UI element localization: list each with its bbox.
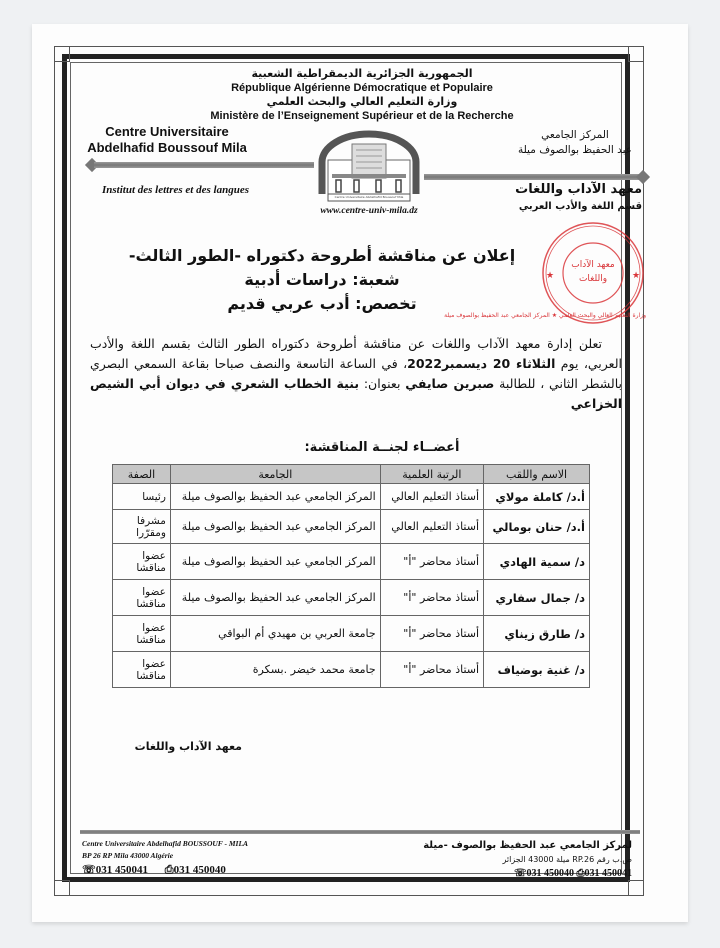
thesis-title: بنية الخطاب الشعري في ديوان أبي الشيص الخزاعي [90, 376, 622, 411]
member-rank: أستاذ محاضر "أ" [380, 616, 483, 652]
member-name: أ.د/ كاملة مولاي [484, 484, 590, 510]
footer-left [82, 839, 332, 877]
member-university: المركز الجامعي عبد الحفيظ بوالصوف ميلة [170, 484, 380, 510]
footer-left-fax: 031 450040 [173, 864, 226, 876]
col-university: الجامعة [170, 465, 380, 484]
footer-right-line2: ص.ب رقم RP.26 ميلة 43000 الجزائر [502, 855, 632, 864]
title-line1: إعلان عن مناقشة أطروحة دكتوراه -الطور الثالث- [128, 246, 516, 265]
centre-name-ar [500, 128, 650, 158]
stamp-center-line2: واللغات [578, 274, 608, 284]
body-part3: بعنوان: [359, 376, 406, 391]
footer-left-contacts [82, 863, 332, 877]
member-name: د/ طارق زيناي [484, 616, 590, 652]
member-university: المركز الجامعي عبد الحفيظ بوالصوف ميلة [170, 510, 380, 544]
table-row [113, 616, 590, 652]
footer-left-line2: BP 26 RP Mila 43000 Algérie [82, 851, 174, 860]
centre-name-fr [82, 124, 252, 156]
website-url: www.centre-univ-mila.dz [320, 206, 418, 216]
member-rank: أستاذ التعليم العالي [380, 510, 483, 544]
member-role: عضوا مناقشا [113, 580, 171, 616]
footer-right-phone: 031 450040 [526, 868, 574, 879]
department-ar: قسم اللغة والأدب العربي [518, 201, 642, 212]
member-role: رئيسا [113, 484, 171, 510]
member-name: د/ غنية بوضياف [484, 652, 590, 688]
member-name: د/ جمال سفاري [484, 580, 590, 616]
footer-right [412, 839, 632, 880]
stamp-center [563, 258, 623, 286]
jury-title: أعضــاء لجنــة المناقشة: [304, 440, 460, 455]
border-corner [54, 46, 70, 62]
footer-left-line1: Centre Universitaire Abdelhafid BOUSSOUF - MILA [82, 839, 249, 848]
republic-fr: République Algérienne Démocratique et Populaire [231, 82, 493, 94]
logo-caption: Centre Universitaire Abdelhafid Boussouf Mila [334, 195, 404, 199]
jury-header-row [113, 465, 590, 484]
phone-icon: ☏ [82, 864, 96, 876]
defense-date: الثلاثاء 20 ديسمبر2022 [407, 356, 556, 371]
member-university: المركز الجامعي عبد الحفيظ بوالصوف ميلة [170, 580, 380, 616]
title-line3: تخصص: أدب عربي قديم [227, 294, 417, 313]
announcement-title [112, 244, 532, 316]
member-name: أ.د/ حنان بومالي [484, 510, 590, 544]
svg-text:★: ★ [632, 271, 641, 281]
table-row [113, 484, 590, 510]
member-university: جامعة محمد خيضر .بسكرة [170, 652, 380, 688]
svg-text:★: ★ [546, 271, 555, 281]
republic-ar: الجمهورية الجزائرية الديمقراطية الشعبية [251, 67, 473, 80]
footer-left-phone: 031 450041 [95, 864, 149, 876]
member-role: عضوا مناقشا [113, 544, 171, 580]
official-stamp [444, 220, 646, 326]
border-corner [54, 880, 70, 896]
body-part1: تعلن إدارة معهد الآداب واللغات عن مناقشة أطروحة دكتوراه الطور الثالث بقسم اللغة والأدب العربي، يوم [90, 336, 622, 371]
table-row [113, 652, 590, 688]
border-corner [628, 46, 644, 62]
footer-right-line1: لمركز الجامعي عبد الحفيظ بوالصوف -ميلة [423, 840, 632, 851]
member-role: مشرفا ومقرّرا [113, 510, 171, 544]
university-building-icon [314, 134, 424, 204]
stamp-ring-text: وزارة التعليم العالي والبحث العلمي ★ المركز الجامعي عبد الحفيظ بوالصوف ميلة [444, 312, 646, 319]
decorative-bar-right [424, 174, 642, 180]
student-name: صبرين صايفي [405, 376, 495, 391]
title-line2: شعبة: دراسات أدبية [244, 270, 400, 289]
university-logo [314, 134, 424, 204]
centre-fr-line2: Abdelhafid Boussouf Mila [87, 140, 247, 155]
member-role: عضوا مناقشا [113, 652, 171, 688]
body-part2: ، في الساعة التاسعة والنصف صباحا بقاعة السمعي البصري بالشطر الثاني ، للطالبة [90, 356, 622, 391]
footer-right-contacts [412, 867, 632, 880]
institute-fr: Institut des lettres et des langues [102, 184, 249, 196]
fax-icon: ⎙ [164, 864, 174, 876]
stamp-center-line1: معهد الآداب [571, 260, 615, 270]
member-university: جامعة العربي بن مهيدي أم البواقي [170, 616, 380, 652]
member-university: المركز الجامعي عبد الحفيظ بوالصوف ميلة [170, 544, 380, 580]
signature-block: معهد الآداب واللغات [134, 740, 242, 753]
col-name: الاسم واللقب [484, 465, 590, 484]
document-page [32, 24, 688, 922]
ministry-fr: Ministère de l’Enseignement Supérieur et de la Recherche [210, 110, 514, 122]
table-row [113, 580, 590, 616]
centre-ar-line2: عبد الحفيظ بوالصوف ميلة [517, 144, 633, 156]
phone-icon: ☏ [513, 868, 527, 879]
member-rank: أستاذ محاضر "أ" [380, 652, 483, 688]
centre-fr-line1: Centre Universitaire [105, 124, 229, 139]
member-name: د/ سمية الهادي [484, 544, 590, 580]
table-row [113, 510, 590, 544]
footer-divider [80, 830, 640, 834]
col-role: الصفة [113, 465, 171, 484]
border-corner [628, 880, 644, 896]
decorative-bar-left [94, 162, 314, 168]
footer-right-fax: 031 450041 [584, 868, 632, 879]
jury-table [112, 464, 590, 688]
table-row [113, 544, 590, 580]
centre-ar-line1: المركز الجامعي [541, 129, 609, 141]
member-rank: أستاذ محاضر "أ" [380, 544, 483, 580]
member-rank: أستاذ التعليم العالي [380, 484, 483, 510]
member-rank: أستاذ محاضر "أ" [380, 580, 483, 616]
institute-ar: معهد الآداب واللغات [515, 182, 642, 197]
member-role: عضوا مناقشا [113, 616, 171, 652]
col-rank: الرتبة العلمية [380, 465, 483, 484]
announcement-body [90, 334, 622, 414]
fax-icon: ⎙ [576, 868, 585, 879]
ministry-ar: وزارة التعليم العالي والبحث العلمي [266, 95, 458, 108]
